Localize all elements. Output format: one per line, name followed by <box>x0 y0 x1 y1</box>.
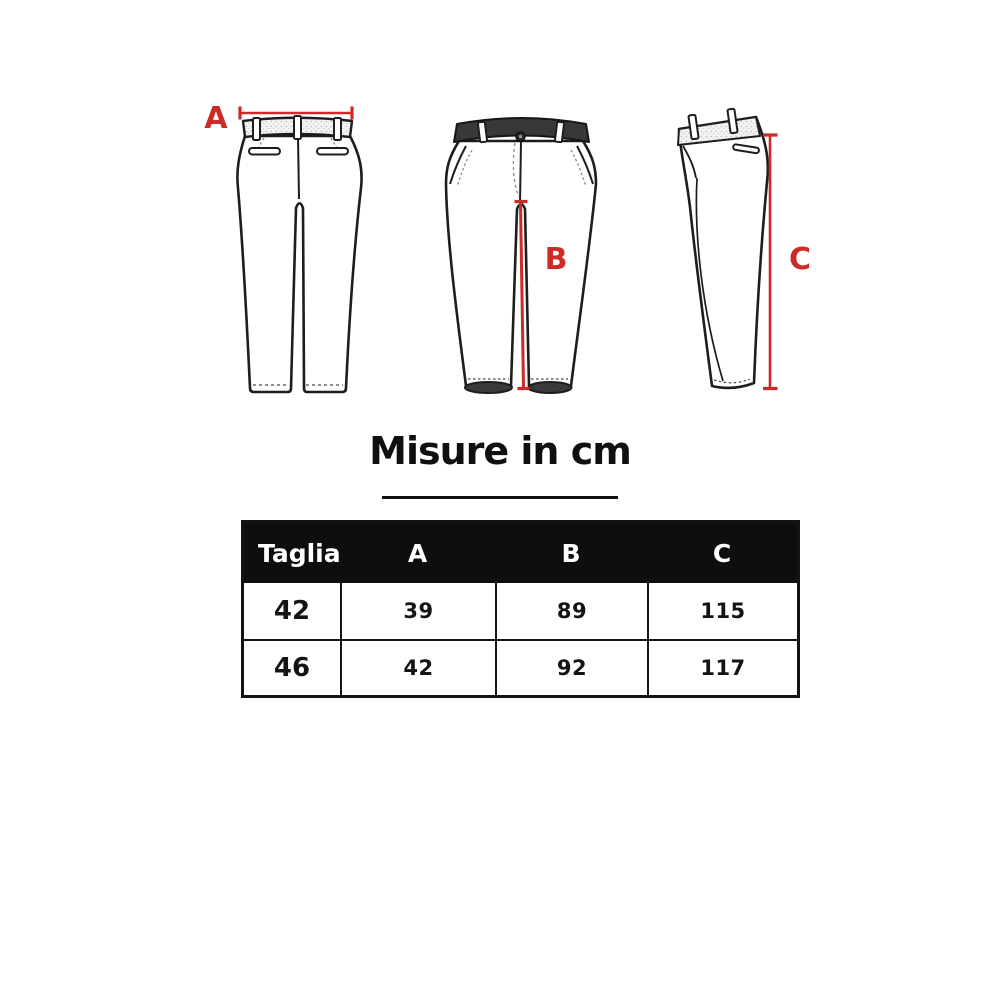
pants-measurement-diagram <box>0 0 1000 430</box>
front-fly-seam <box>520 142 521 203</box>
cell-measure-b: 89 <box>495 583 647 639</box>
pants-back-view-drawing <box>204 101 361 392</box>
cell-measure-c: 117 <box>647 641 797 695</box>
header-cell-a: A <box>407 538 428 568</box>
title-block <box>0 429 1000 499</box>
front-button <box>516 132 525 141</box>
pants-front-view-drawing <box>446 118 596 393</box>
cell-size: 42 <box>273 596 311 626</box>
side-body-outline <box>679 117 768 388</box>
table-header-row <box>244 523 797 583</box>
size-table <box>241 520 800 698</box>
page-title: Misure in cm <box>369 429 631 473</box>
measure-label-b: B <box>544 242 568 277</box>
cell-measure-a: 42 <box>340 641 495 695</box>
cell-size: 46 <box>273 653 311 683</box>
title-underline <box>382 496 618 500</box>
header-cell-c: C <box>712 538 732 568</box>
cell-measure-b: 92 <box>495 641 647 695</box>
measure-label-a: A <box>204 101 228 136</box>
header-cell-b: B <box>561 538 581 568</box>
pants-side-view-drawing <box>678 109 811 389</box>
back-center-seam <box>298 137 299 199</box>
header-cell-taglia: Taglia <box>258 538 341 568</box>
table-row-size-46 <box>244 639 797 695</box>
table-row-size-42 <box>244 583 797 639</box>
cell-measure-c: 115 <box>647 583 797 639</box>
measure-label-c: C <box>788 242 812 277</box>
cell-measure-a: 39 <box>340 583 495 639</box>
